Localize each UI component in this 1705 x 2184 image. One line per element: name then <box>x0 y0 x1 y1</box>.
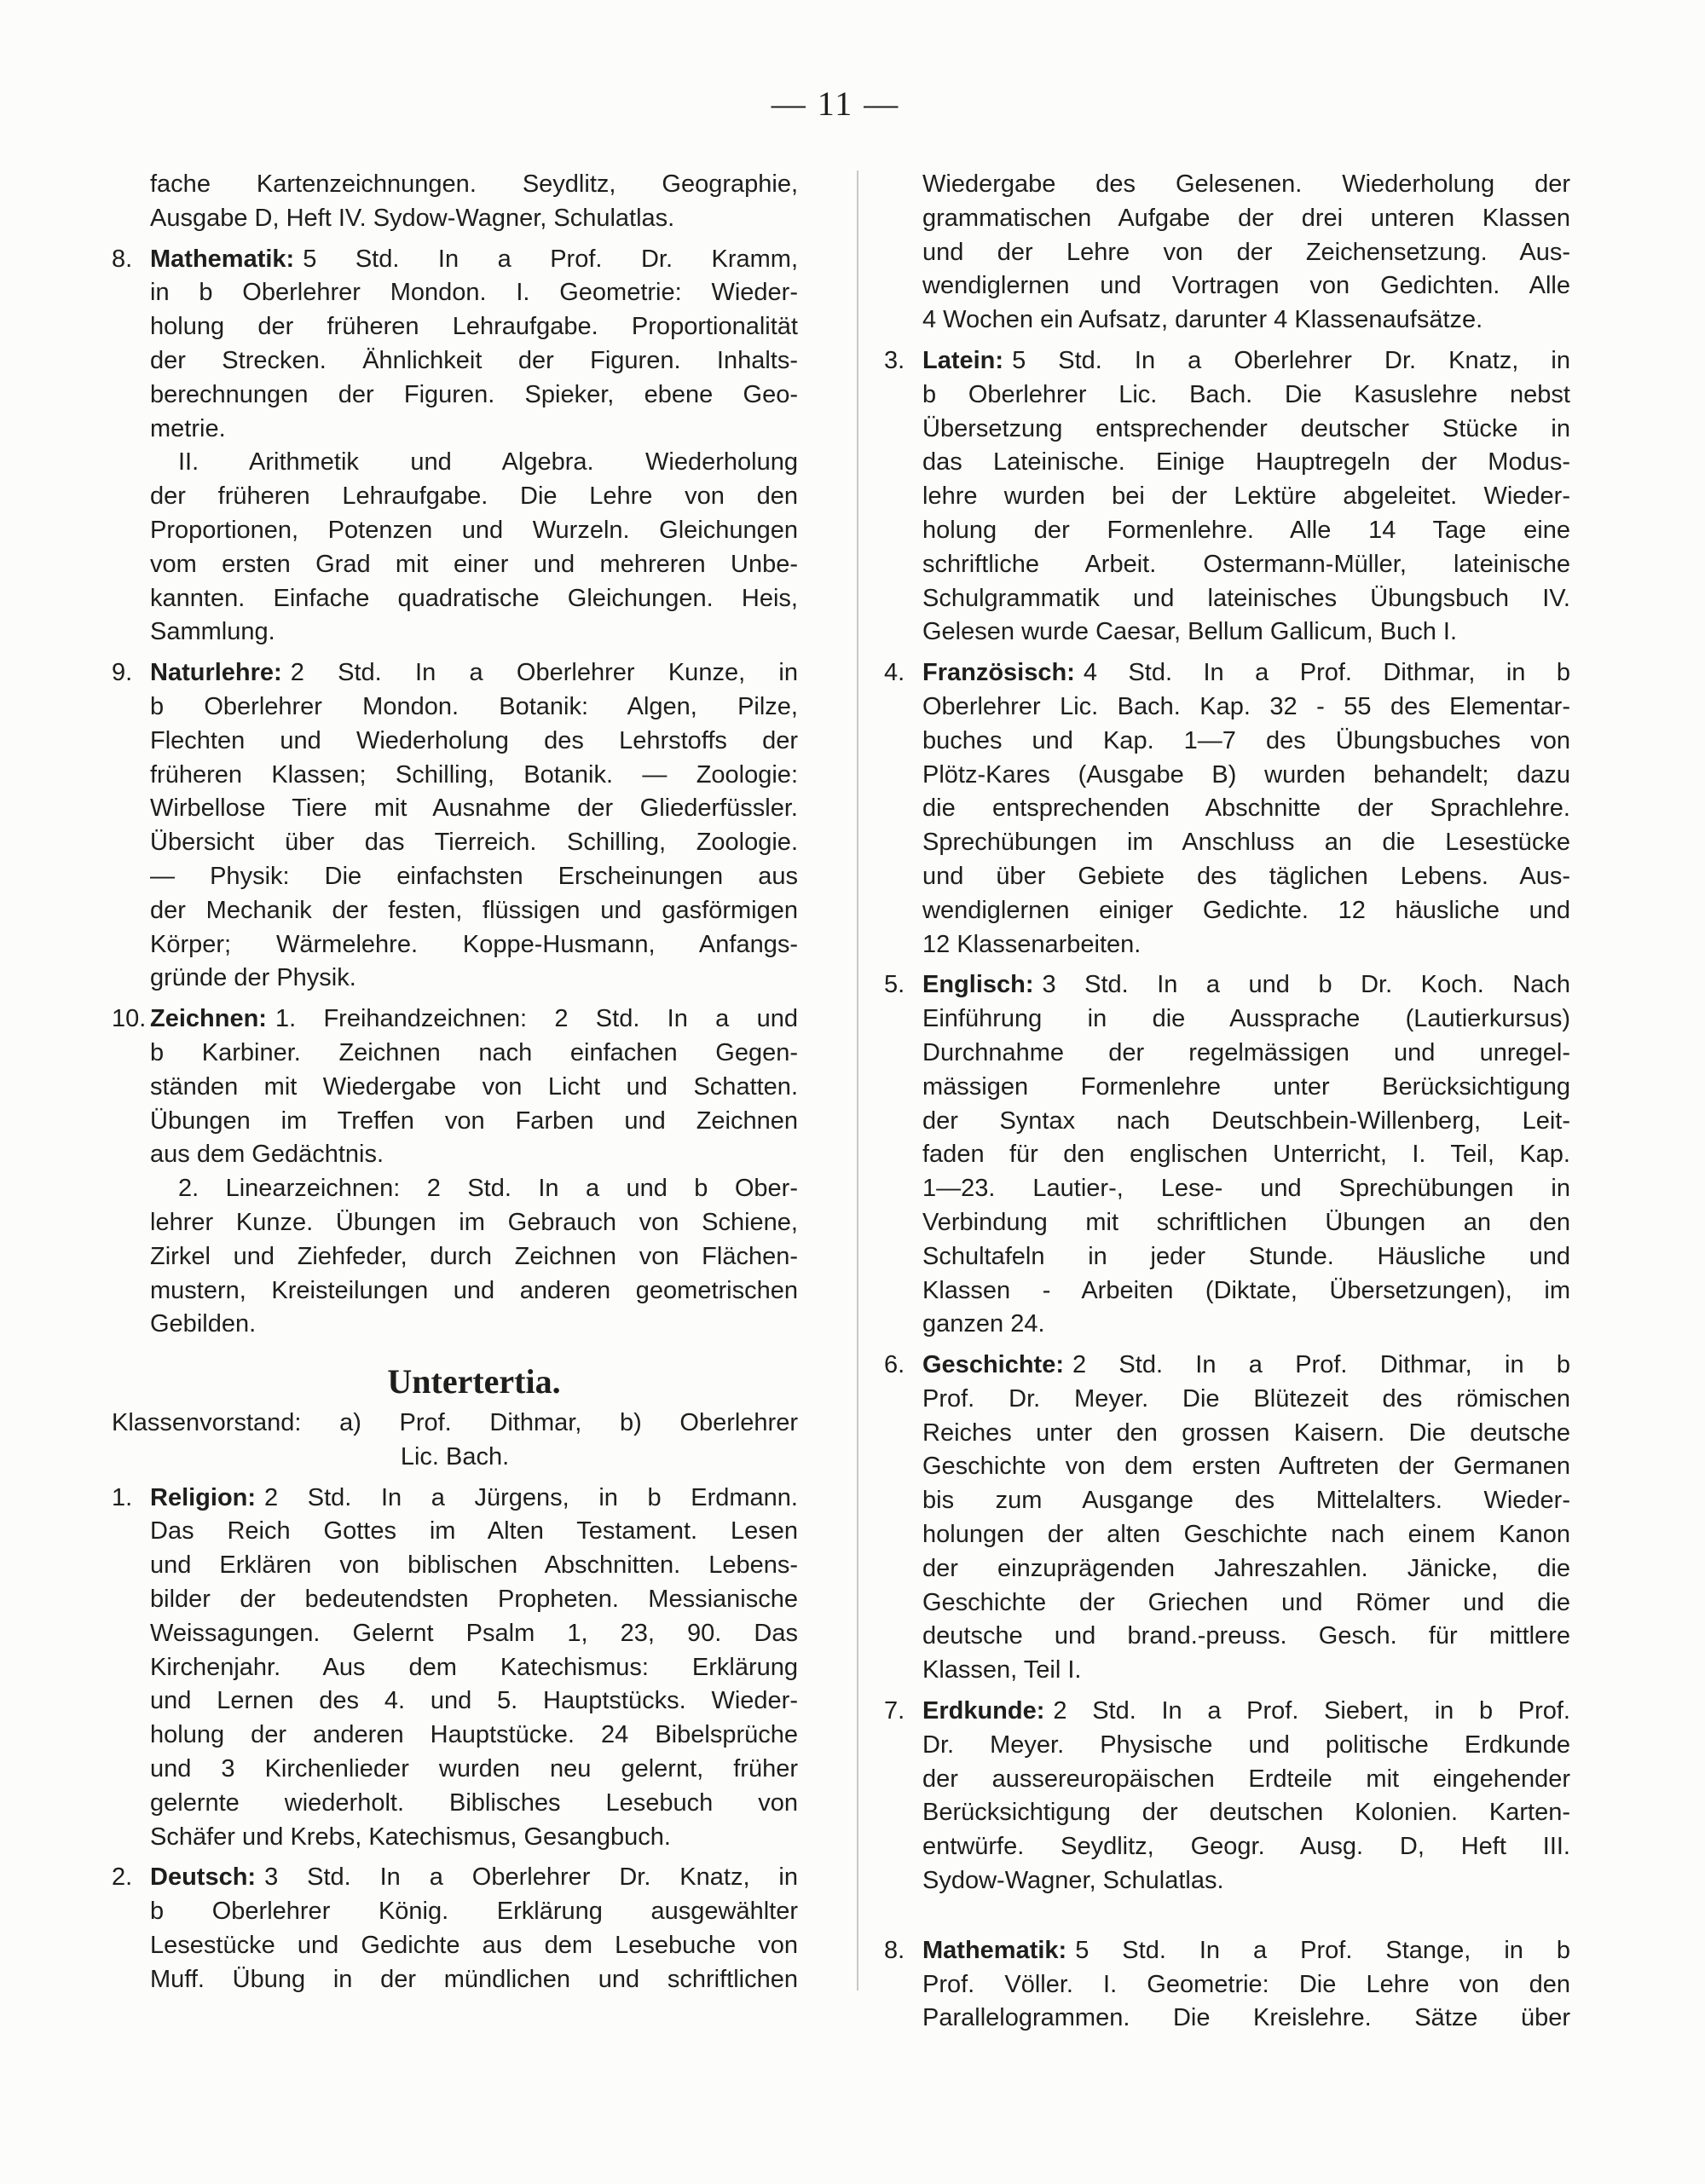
line-text: Übungen im Treffen von Farben und Zeichnen <box>150 1106 798 1135</box>
text-line <box>922 1729 1570 1763</box>
subject-entry <box>884 1695 1570 1898</box>
line-text: b Oberlehrer König. Erklärung ausgewählter <box>150 1898 798 1926</box>
line-text: holung der anderen Hauptstücke. 24 Bibelsprüche <box>150 1721 798 1749</box>
line-text: wendiglernen einiger Gedichte. 12 häusliche und <box>922 896 1570 924</box>
line-text: Wirbellose Tiere mit Ausnahme der Gliederfüssler. <box>150 794 798 823</box>
line-text: der früheren Lehraufgabe. Die Lehre von den <box>150 482 798 511</box>
line-text: und Lernen des 4. und 5. Hauptstücks. Wieder- <box>150 1687 798 1715</box>
line-text: b Oberlehrer Lic. Bach. Die Kasuslehre nebst <box>922 380 1570 408</box>
text-line <box>112 1407 798 1441</box>
line-text: Geschichte von dem ersten Auftreten der Germanen <box>922 1453 1570 1481</box>
right-column <box>884 168 1570 2036</box>
text-line <box>112 1441 798 1475</box>
line-text: bilder der bedeutendsten Propheten. Messianische <box>150 1586 798 1614</box>
text-line <box>150 1274 798 1309</box>
line-text: 4 Std. In a Prof. Dithmar, in b <box>1083 659 1570 687</box>
text-line <box>922 1138 1570 1172</box>
text-line <box>922 690 1570 725</box>
line-text: faden für den englischen Unterricht, I. Teil, Kap. <box>922 1141 1570 1169</box>
line-text: Schultafeln in jeder Stunde. Häusliche und <box>922 1242 1570 1270</box>
text-line <box>922 2002 1570 2036</box>
line-text: 5 Std. In a Prof. Dr. Kramm, <box>303 245 798 273</box>
text-line <box>922 1240 1570 1274</box>
subject-entry <box>884 344 1570 650</box>
text-line <box>922 1450 1570 1484</box>
line-text: der einzuprägenden Jahreszahlen. Jänicke, die <box>922 1554 1570 1582</box>
subject-entry <box>112 1482 798 1855</box>
line-text: das Lateinische. Einige Hauptregeln der Modus- <box>922 448 1570 477</box>
text-line <box>922 1586 1570 1621</box>
line-text: holung der Formenlehre. Alle 14 Tage eine <box>922 516 1570 544</box>
line-text: holungen der alten Geschichte nach einem Kanon <box>922 1521 1570 1549</box>
text-line <box>922 344 1570 378</box>
text-line <box>922 1934 1570 1968</box>
line-text: Schäfer und Krebs, Katechismus, Gesangbuch. <box>150 1823 671 1851</box>
text-line <box>922 1308 1570 1342</box>
line-text: bis zum Ausgange des Mittelalters. Wieder- <box>922 1487 1570 1515</box>
line-text: Proportionen, Potenzen und Wurzeln. Gleichungen <box>150 516 798 544</box>
text-line <box>150 1821 798 1855</box>
text-line <box>150 1515 798 1549</box>
line-text: 5 Std. In a Oberlehrer Dr. Knatz, in <box>1012 346 1570 374</box>
line-text: Einführung in die Aussprache (Lautierkursus) <box>922 1005 1570 1033</box>
text-line <box>150 928 798 962</box>
line-text: 5 Std. In a Prof. Stange, in b <box>1075 1936 1570 1964</box>
subject-name: Erdkunde: <box>922 1697 1045 1725</box>
text-line <box>922 236 1570 270</box>
line-text: Sydow-Wagner, Schulatlas. <box>922 1867 1224 1895</box>
line-text: Wiedergabe des Gelesenen. Wiederholung der <box>922 170 1570 198</box>
text-line <box>922 378 1570 413</box>
text-line <box>922 1349 1570 1383</box>
text-line <box>150 1583 798 1617</box>
subject-entry <box>112 656 798 996</box>
text-line <box>922 1417 1570 1451</box>
text-line <box>150 168 798 202</box>
subject-entry <box>884 1934 1570 2036</box>
text-line <box>150 894 798 928</box>
text-line <box>150 1002 798 1037</box>
column-divider <box>857 170 858 1990</box>
line-text: Ausgabe D, Heft IV. Sydow-Wagner, Schulatlas. <box>150 204 675 232</box>
text-line <box>922 1796 1570 1830</box>
text-line <box>150 378 798 413</box>
line-text: aus dem Gedächtnis. <box>150 1141 384 1169</box>
line-text: Schulgrammatik und lateinisches Übungsbuch IV. <box>922 584 1570 612</box>
text-line <box>922 514 1570 548</box>
entry-number: 8. <box>112 245 133 273</box>
line-text: lehre wurden bei der Lektüre abgeleitet. Wieder- <box>922 482 1570 511</box>
line-text: Reiches unter den grossen Kaisern. Die deutsche <box>922 1418 1570 1447</box>
left-column <box>112 168 798 1997</box>
line-text: in b Oberlehrer Mondon. I. Geometrie: Wieder- <box>150 279 798 307</box>
entry-number: 5. <box>884 971 905 999</box>
entry-number: 1. <box>112 1483 133 1511</box>
line-text: und Erklären von biblischen Abschnitten. Lebens- <box>150 1551 798 1580</box>
entry-number: 7. <box>884 1697 905 1725</box>
line-text: Parallelogrammen. Die Kreislehre. Sätze über <box>922 2004 1570 2032</box>
line-text: Körper; Wärmelehre. Koppe-Husmann, Anfangs- <box>150 930 798 958</box>
subject-name: Englisch: <box>922 971 1034 999</box>
text-line <box>922 1968 1570 2002</box>
line-text: früheren Klassen; Schilling, Botanik. — Zoologie: <box>150 760 798 789</box>
line-text: wendiglernen und Vortragen von Gedichten. Alle <box>922 272 1570 300</box>
line-text: mustern, Kreisteilungen und anderen geometrischen <box>150 1276 798 1304</box>
line-text: Sammlung. <box>150 618 275 646</box>
line-text: b Oberlehrer Mondon. Botanik: Algen, Pilze, <box>150 692 798 720</box>
class-teacher-line <box>112 1407 798 1475</box>
subject-entry <box>112 1002 798 1172</box>
text-line <box>922 1763 1570 1797</box>
text-line <box>150 548 798 582</box>
text-line <box>922 582 1570 616</box>
text-line <box>150 615 798 650</box>
text-line <box>150 1651 798 1685</box>
text-line <box>922 1274 1570 1309</box>
text-line <box>150 446 798 480</box>
line-text: Gelesen wurde Caesar, Bellum Gallicum, Buch I. <box>922 618 1457 646</box>
text-line <box>150 1138 798 1172</box>
entry-number: 3. <box>884 346 905 374</box>
subject-entry <box>884 656 1570 962</box>
text-line <box>150 725 798 759</box>
line-text: 2 Std. In a Prof. Siebert, in b Prof. <box>1053 1697 1570 1725</box>
subject-entry <box>884 968 1570 1342</box>
text-line <box>150 276 798 310</box>
text-line <box>150 1206 798 1240</box>
subject-name: Deutsch: <box>150 1863 257 1892</box>
text-line <box>922 1105 1570 1139</box>
text-line <box>150 1549 798 1583</box>
subject-name: Latein: <box>922 346 1004 374</box>
text-line <box>922 1206 1570 1240</box>
line-text: Klassen - Arbeiten (Diktate, Übersetzungen), im <box>922 1276 1570 1304</box>
text-line <box>922 446 1570 480</box>
text-line <box>150 759 798 793</box>
text-line <box>922 1695 1570 1729</box>
text-line <box>922 1620 1570 1654</box>
line-text: Verbindung mit schriftlichen Übungen an den <box>922 1208 1570 1236</box>
text-line <box>150 656 798 690</box>
line-text: mässigen Formenlehre unter Berücksichtigung <box>922 1072 1570 1101</box>
text-line <box>150 1037 798 1071</box>
line-text: deutsche und brand.-preuss. Gesch. für mittlere <box>922 1622 1570 1650</box>
line-text: Übersetzung entsprechender deutscher Stücke in <box>922 414 1570 442</box>
subject-name: Französisch: <box>922 659 1075 687</box>
text-line <box>922 968 1570 1002</box>
text-line <box>150 1753 798 1787</box>
line-text: entwürfe. Seydlitz, Geogr. Ausg. D, Heft III. <box>922 1833 1570 1861</box>
text-line <box>150 1684 798 1719</box>
text-line <box>150 1861 798 1895</box>
text-line <box>922 860 1570 894</box>
text-line <box>150 514 798 548</box>
line-text: Dr. Meyer. Physische und politische Erdkunde <box>922 1730 1570 1759</box>
entry-number: 4. <box>884 659 905 687</box>
line-text: gelernte wiederholt. Biblisches Lesebuch von <box>150 1788 798 1817</box>
text-line <box>150 1895 798 1929</box>
text-line <box>922 413 1570 447</box>
line-text: und der Lehre von der Zeichensetzung. Aus- <box>922 238 1570 266</box>
entry-number: 2. <box>112 1863 133 1892</box>
text-line <box>922 1172 1570 1206</box>
line-text: metrie. <box>150 414 226 442</box>
text-line <box>150 1482 798 1516</box>
line-text: II. Arithmetik und Algebra. Wiederholung <box>178 448 798 477</box>
subject-entry <box>112 243 798 447</box>
text-line <box>922 1518 1570 1552</box>
text-line <box>150 1240 798 1274</box>
line-text: 2. Linearzeichnen: 2 Std. In a und b Ober- <box>178 1175 798 1203</box>
text-line <box>150 1719 798 1753</box>
text-line <box>150 344 798 378</box>
text-line <box>922 928 1570 962</box>
text-line <box>922 615 1570 650</box>
line-text: Gebilden. <box>150 1310 257 1338</box>
line-text: kannten. Einfache quadratische Gleichungen. Heis, <box>150 584 798 612</box>
text-line <box>150 1929 798 1963</box>
line-text: Kirchenjahr. Aus dem Katechismus: Erklärung <box>150 1653 798 1681</box>
text-line <box>922 1071 1570 1105</box>
line-text: b Karbiner. Zeichnen nach einfachen Gegen- <box>150 1038 798 1066</box>
text-line <box>922 168 1570 202</box>
line-text: 4 Wochen ein Aufsatz, darunter 4 Klassenaufsätze. <box>922 306 1483 334</box>
text-line <box>150 582 798 616</box>
line-text: Zirkel und Ziehfeder, durch Zeichnen von Flächen- <box>150 1242 798 1270</box>
line-text: schriftliche Arbeit. Ostermann-Müller, lateinische <box>922 550 1570 578</box>
text-line <box>922 1864 1570 1898</box>
text-line <box>150 826 798 860</box>
line-text: ganzen 24. <box>922 1310 1045 1338</box>
text-line <box>922 792 1570 826</box>
paragraph <box>922 168 1570 338</box>
line-text: Klassenvorstand: a) Prof. Dithmar, b) Oberlehrer <box>112 1409 798 1437</box>
subject-name: Zeichnen: <box>150 1005 267 1033</box>
line-text: vom ersten Grad mit einer und mehreren Unbe- <box>150 550 798 578</box>
text-line <box>150 1172 798 1206</box>
text-line <box>922 1484 1570 1518</box>
text-line <box>150 310 798 344</box>
text-line <box>922 1552 1570 1586</box>
text-line <box>150 1071 798 1105</box>
line-text: Lic. Bach. <box>400 1442 510 1470</box>
text-line <box>150 1617 798 1651</box>
text-line <box>922 759 1570 793</box>
line-text: 3 Std. In a und b Dr. Koch. Nach <box>1042 971 1570 999</box>
paragraph <box>150 446 798 650</box>
line-text: Plötz-Kares (Ausgabe B) wurden behandelt; dazu <box>922 760 1570 789</box>
text-line <box>150 962 798 996</box>
subject-name: Mathematik: <box>150 245 295 273</box>
paragraph <box>150 1172 798 1342</box>
line-text: Übersicht über das Tierreich. Schilling, Zoologie. <box>150 829 798 857</box>
text-line <box>150 690 798 725</box>
text-line <box>922 303 1570 338</box>
subject-entry <box>112 1861 798 1996</box>
line-text: Flechten und Wiederholung des Lehrstoffs der <box>150 726 798 754</box>
entry-number: 8. <box>884 1936 905 1964</box>
text-line <box>922 1654 1570 1688</box>
line-text: 1. Freihandzeichnen: 2 Std. In a und <box>275 1005 798 1033</box>
line-text: grammatischen Aufgabe der drei unteren Klassen <box>922 204 1570 232</box>
subject-name: Naturlehre: <box>150 659 282 687</box>
line-text: 2 Std. In a Oberlehrer Kunze, in <box>290 659 798 687</box>
line-text: der Mechanik der festen, flüssigen und gasförmigen <box>150 896 798 924</box>
subject-name: Religion: <box>150 1483 257 1511</box>
entry-number: 9. <box>112 659 133 687</box>
text-line <box>150 413 798 447</box>
text-line <box>922 826 1570 860</box>
line-text: buches und Kap. 1—7 des Übungsbuches von <box>922 726 1570 754</box>
line-text: Sprechübungen im Anschluss an die Lesestücke <box>922 829 1570 857</box>
line-text: — Physik: Die einfachsten Erscheinungen aus <box>150 862 798 890</box>
paragraph <box>150 168 798 236</box>
line-text: 2 Std. In a Jürgens, in b Erdmann. <box>264 1483 798 1511</box>
text-line <box>922 548 1570 582</box>
text-line <box>922 1830 1570 1864</box>
line-text: berechnungen der Figuren. Spieker, ebene Geo- <box>150 380 798 408</box>
text-line <box>922 1383 1570 1417</box>
line-text: Oberlehrer Lic. Bach. Kap. 32 - 55 des Elementar- <box>922 692 1570 720</box>
subject-name: Geschichte: <box>922 1351 1064 1379</box>
line-text: Berücksichtigung der deutschen Kolonien. Karten- <box>922 1799 1570 1827</box>
line-text: 1—23. Lautier-, Lese- und Sprechübungen in <box>922 1175 1570 1203</box>
line-text: Klassen, Teil I. <box>922 1656 1082 1684</box>
line-text: Geschichte der Griechen und Römer und die <box>922 1588 1570 1616</box>
line-text: lehrer Kunze. Übungen im Gebrauch von Schiene, <box>150 1208 798 1236</box>
text-line <box>150 1308 798 1342</box>
line-text: der Strecken. Ähnlichkeit der Figuren. Inhalts- <box>150 346 798 374</box>
line-text: der aussereuropäischen Erdteile mit eingehender <box>922 1765 1570 1793</box>
section-heading: Untertertia. <box>387 1362 561 1401</box>
text-line <box>150 792 798 826</box>
line-text: und 3 Kirchenlieder wurden neu gelernt, früher <box>150 1755 798 1783</box>
entry-number: 10. <box>112 1005 147 1033</box>
line-text: Durchnahme der regelmässigen und unregel- <box>922 1038 1570 1066</box>
line-text: 3 Std. In a Oberlehrer Dr. Knatz, in <box>264 1863 798 1892</box>
text-line <box>922 894 1570 928</box>
line-text: gründe der Physik. <box>150 964 356 992</box>
line-text: 2 Std. In a Prof. Dithmar, in b <box>1072 1351 1570 1379</box>
line-text: der Syntax nach Deutschbein-Willenberg, Leit- <box>922 1106 1570 1135</box>
text-line <box>922 1037 1570 1071</box>
page-number: — 11 — <box>771 84 900 123</box>
line-text: holung der früheren Lehraufgabe. Proportionalität <box>150 313 798 341</box>
text-line <box>150 202 798 236</box>
text-line <box>150 1787 798 1821</box>
text-line <box>150 1105 798 1139</box>
text-line <box>922 725 1570 759</box>
subject-entry <box>884 1349 1570 1688</box>
line-text: 12 Klassenarbeiten. <box>922 930 1141 958</box>
text-line <box>150 860 798 894</box>
line-text: Muff. Übung in der mündlichen und schriftlichen <box>150 1965 798 1993</box>
line-text: und über Gebiete des täglichen Lebens. Aus- <box>922 862 1570 890</box>
text-line <box>922 656 1570 690</box>
line-text: fache Kartenzeichnungen. Seydlitz, Geographie, <box>150 170 798 198</box>
text-line <box>150 1963 798 1997</box>
line-text: Das Reich Gottes im Alten Testament. Lesen <box>150 1517 798 1546</box>
line-text: Prof. Dr. Meyer. Die Blütezeit des römischen <box>922 1384 1570 1413</box>
text-line <box>922 480 1570 514</box>
entry-number: 6. <box>884 1351 905 1379</box>
line-text: die entsprechenden Abschnitte der Sprachlehre. <box>922 794 1570 823</box>
subject-name: Mathematik: <box>922 1936 1067 1964</box>
line-text: Weissagungen. Gelernt Psalm 1, 23, 90. Das <box>150 1619 798 1647</box>
text-line <box>922 1002 1570 1037</box>
text-line <box>922 269 1570 303</box>
line-text: ständen mit Wiedergabe von Licht und Schatten. <box>150 1072 798 1101</box>
text-line <box>150 243 798 277</box>
line-text: Lesestücke und Gedichte aus dem Lesebuche von <box>150 1932 798 1960</box>
text-line <box>922 202 1570 236</box>
text-line <box>150 480 798 514</box>
line-text: Prof. Völler. I. Geometrie: Die Lehre von den <box>922 1970 1570 1998</box>
